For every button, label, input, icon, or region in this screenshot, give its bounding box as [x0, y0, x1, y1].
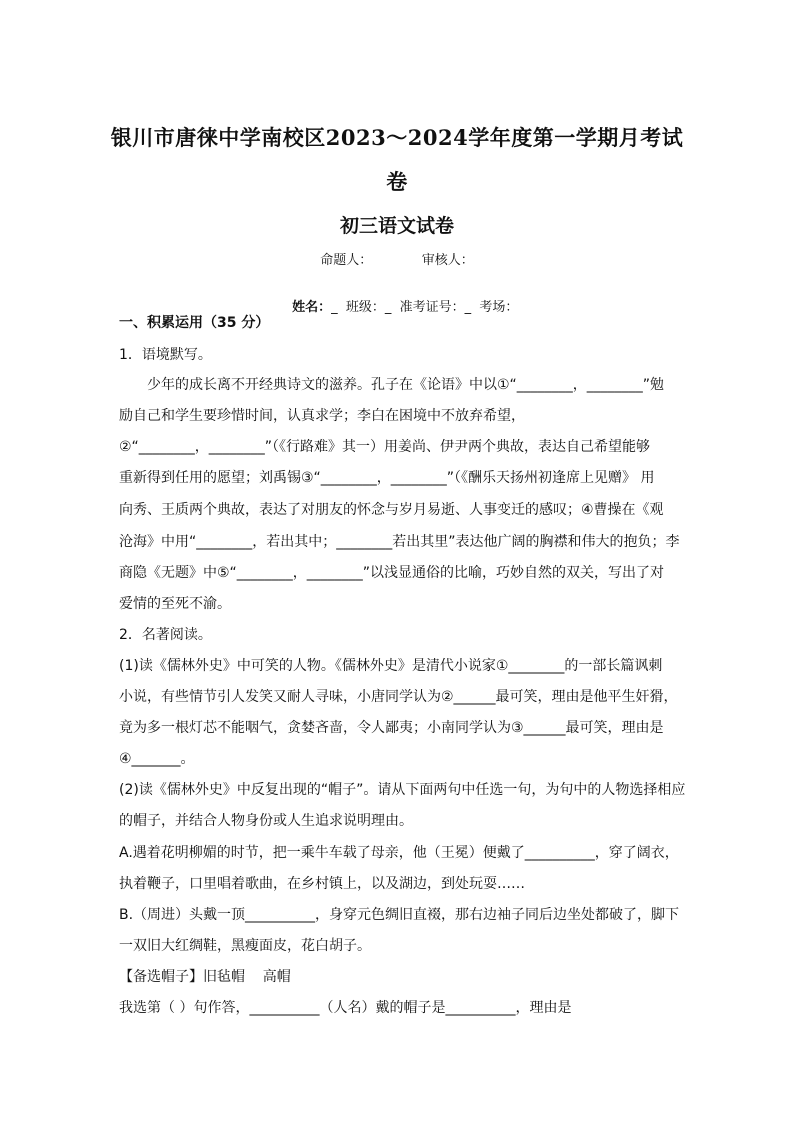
q1-line: 重新得到任用的愿望；刘禹锡③“________，________”（《酬乐天扬州初逢席上见赠》 用 — [119, 470, 655, 486]
name-label: 姓名： — [292, 300, 332, 315]
q2-line: 竟为多一根灯芯不能咽气，贪婪吝啬，令人鄙夷；小南同学认为③______最可笑，理由是 — [119, 720, 664, 736]
q2-line: 小说，有些情节引人发笑又耐人寻味，小唐同学认为②______最可笑，理由是他平生奸猾， — [119, 689, 678, 705]
section-heading: 一、积累运用（35 分） — [119, 315, 270, 331]
q1-line: 少年的成长离不开经典诗文的滋养。孔子在《论语》中以①“________，________”勉 — [147, 377, 665, 393]
q1-line: 励自己和学生要珍惜时间，认真求学；李白在困境中不放弃希望， — [119, 408, 525, 424]
student-info-fields: _ 班级：_ 准考证号：_ 考场： — [331, 300, 519, 315]
q2-line: B.（周进）头戴一顶__________，身穿元色绸旧直裰，那右边袖子同后边坐处都破了，脚下 — [119, 907, 680, 923]
q2-line: 一双旧大红绸鞋，黑瘦面皮，花白胡子。 — [119, 938, 371, 954]
q1-line: 商隐《无题》中⑤“________，________”以浅显通俗的比喻，巧妙自然的双关，写出了对 — [119, 565, 665, 581]
q1-line: 向秀、王质两个典故，表达了对朋友的怀念与岁月易逝、人事变迁的感叹；④曹操在《观 — [119, 502, 664, 518]
q2-line: 我选第（ ）句作答，__________（人名）戴的帽子是__________，理由是 — [119, 1000, 572, 1016]
authors-line: 命题人： 审核人： — [320, 253, 474, 268]
question-2-title: 2．名著阅读。 — [119, 627, 212, 643]
q2-line: 【备选帽子】旧毡帽 高帽 — [119, 969, 291, 985]
q2-line: (2)读《儒林外史》中反复出现的“帽子”。请从下面两句中任选一句，为句中的人物选择相应 — [119, 782, 686, 798]
q2-line: ④_______。 — [119, 751, 195, 767]
q2-line: A.遇着花明柳媚的时节，把一乘牛车载了母亲，他（王冕）便戴了__________，穿了阔衣， — [119, 845, 679, 861]
exam-subtitle: 初三语文试卷 — [339, 215, 454, 237]
exam-title-line-2: 卷 — [386, 169, 408, 194]
q1-line: 爱情的至死不渝。 — [119, 596, 231, 612]
exam-title-line-1: 银川市唐徕中学南校区2023～2024学年度第一学期月考试 — [110, 125, 684, 150]
q2-line: (1)读《儒林外史》中可笑的人物。《儒林外史》是清代小说家①________的一部长篇讽刺 — [119, 658, 663, 674]
q2-line: 执着鞭子，口里唱着歌曲，在乡村镇上，以及湖边，到处玩耍…… — [119, 876, 525, 892]
q1-line: 沧海》中用“________，若出其中；________若出其里”表达他广阔的胸襟和伟大的抱负；李 — [119, 534, 680, 550]
question-1-title: 1．语境默写。 — [119, 347, 212, 363]
q1-line: ②“________，________”（《行路难》其一）用姜尚、伊尹两个典故，表达自己希望能够 — [119, 439, 651, 455]
q2-line: 的帽子，并结合人物身份或人生追求说明理由。 — [119, 813, 413, 829]
